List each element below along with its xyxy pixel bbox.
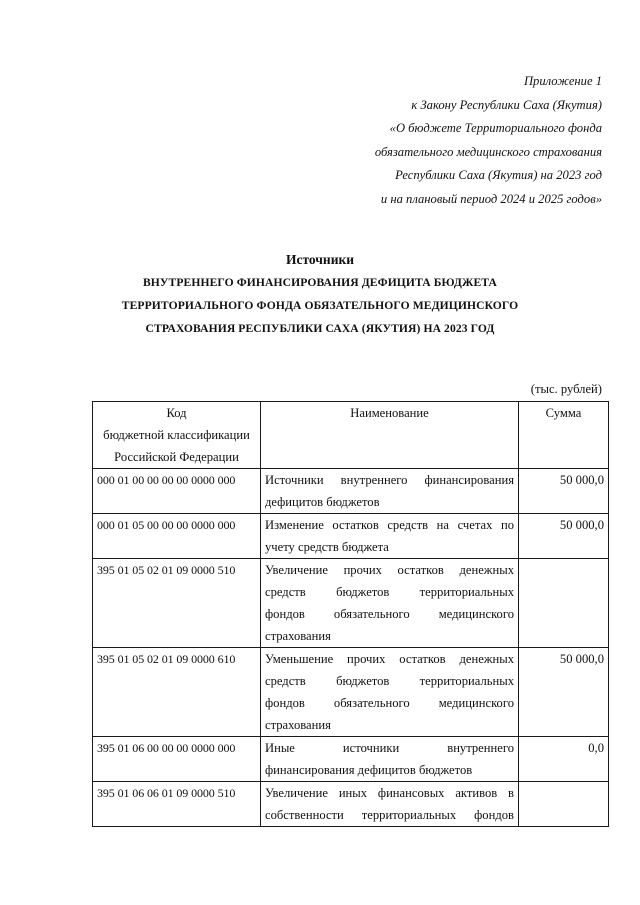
appendix-header [375,70,602,212]
title-line: СТРАХОВАНИЯ РЕСПУБЛИКИ САХА (ЯКУТИЯ) НА 2023 ГОД [145,322,495,335]
header-code-line: бюджетной классификации [103,428,250,442]
header-code [93,402,261,469]
row-code: 395 01 05 02 01 09 0000 610 [93,648,261,737]
header-code-line: Код [166,406,187,420]
row-sum [519,559,609,648]
row-name-line: фондов обязательного медицинского [265,696,514,710]
appendix-line: обязательного медицинского страхования [374,144,602,159]
row-code: 000 01 00 00 00 00 0000 000 [93,469,261,514]
row-name-line: страхования [265,718,331,732]
title-line: ТЕРРИТОРИАЛЬНОГО ФОНДА ОБЯЗАТЕЛЬНОГО МЕДИЦИНСКОГО [121,299,519,312]
sources-table [92,401,609,827]
row-name-line: средств бюджетов территориальных [265,585,514,599]
row-sum: 50 000,0 [519,469,609,514]
table-row [93,469,609,514]
row-name-line: Уменьшение прочих остатков денежных [265,652,514,666]
row-sum: 50 000,0 [519,648,609,737]
row-name-line: собственности территориальных фондов [265,808,514,822]
row-sum: 0,0 [519,737,609,782]
row-name-line: Источники внутреннего финансирования [265,473,514,487]
appendix-line: Приложение 1 [523,74,602,88]
row-name-line: учету средств бюджета [265,540,389,554]
table-row [93,737,609,782]
row-sum [519,782,609,827]
row-name-line: страхования [265,629,331,643]
row-name [261,559,519,648]
document-title [0,248,640,340]
row-sum: 50 000,0 [519,514,609,559]
appendix-line: «О бюджете Территориального фонда [389,121,602,136]
header-sum: Сумма [519,402,609,469]
row-name-line: фондов обязательного медицинского [265,607,514,621]
title-line: Источники [285,252,355,267]
row-name [261,782,519,827]
header-name: Наименование [261,402,519,469]
row-name-line: дефицитов бюджетов [265,495,380,509]
row-name [261,737,519,782]
table-header-row [93,402,609,469]
row-code: 395 01 06 00 00 00 0000 000 [93,737,261,782]
appendix-line: и на плановый период 2024 и 2025 годов» [380,191,602,206]
row-name [261,514,519,559]
table-row [93,514,609,559]
row-name-line: Изменение остатков средств на счетах по [265,518,514,532]
row-name-line: Увеличение прочих остатков денежных [265,563,514,577]
row-code: 395 01 05 02 01 09 0000 510 [93,559,261,648]
header-code-line: Российской Федерации [114,450,239,464]
appendix-line: к Закону Республики Саха (Якутия) [411,97,602,112]
table-row [93,648,609,737]
title-line: ВНУТРЕННЕГО ФИНАНСИРОВАНИЯ ДЕФИЦИТА БЮДЖЕТА [142,276,498,289]
row-code: 395 01 06 06 01 09 0000 510 [93,782,261,827]
row-name-line: Увеличение иных финансовых активов в [265,786,514,800]
row-code: 000 01 05 00 00 00 0000 000 [93,514,261,559]
row-name-line: средств бюджетов территориальных [265,674,514,688]
appendix-line: Республики Саха (Якутия) на 2023 год [395,168,602,183]
row-name-line: финансирования дефицитов бюджетов [265,763,473,777]
table-row [93,782,609,827]
row-name [261,648,519,737]
row-name-line: Иные источники внутреннего [265,741,514,755]
table-row [93,559,609,648]
units-label: (тыс. рублей) [530,382,602,396]
row-name [261,469,519,514]
